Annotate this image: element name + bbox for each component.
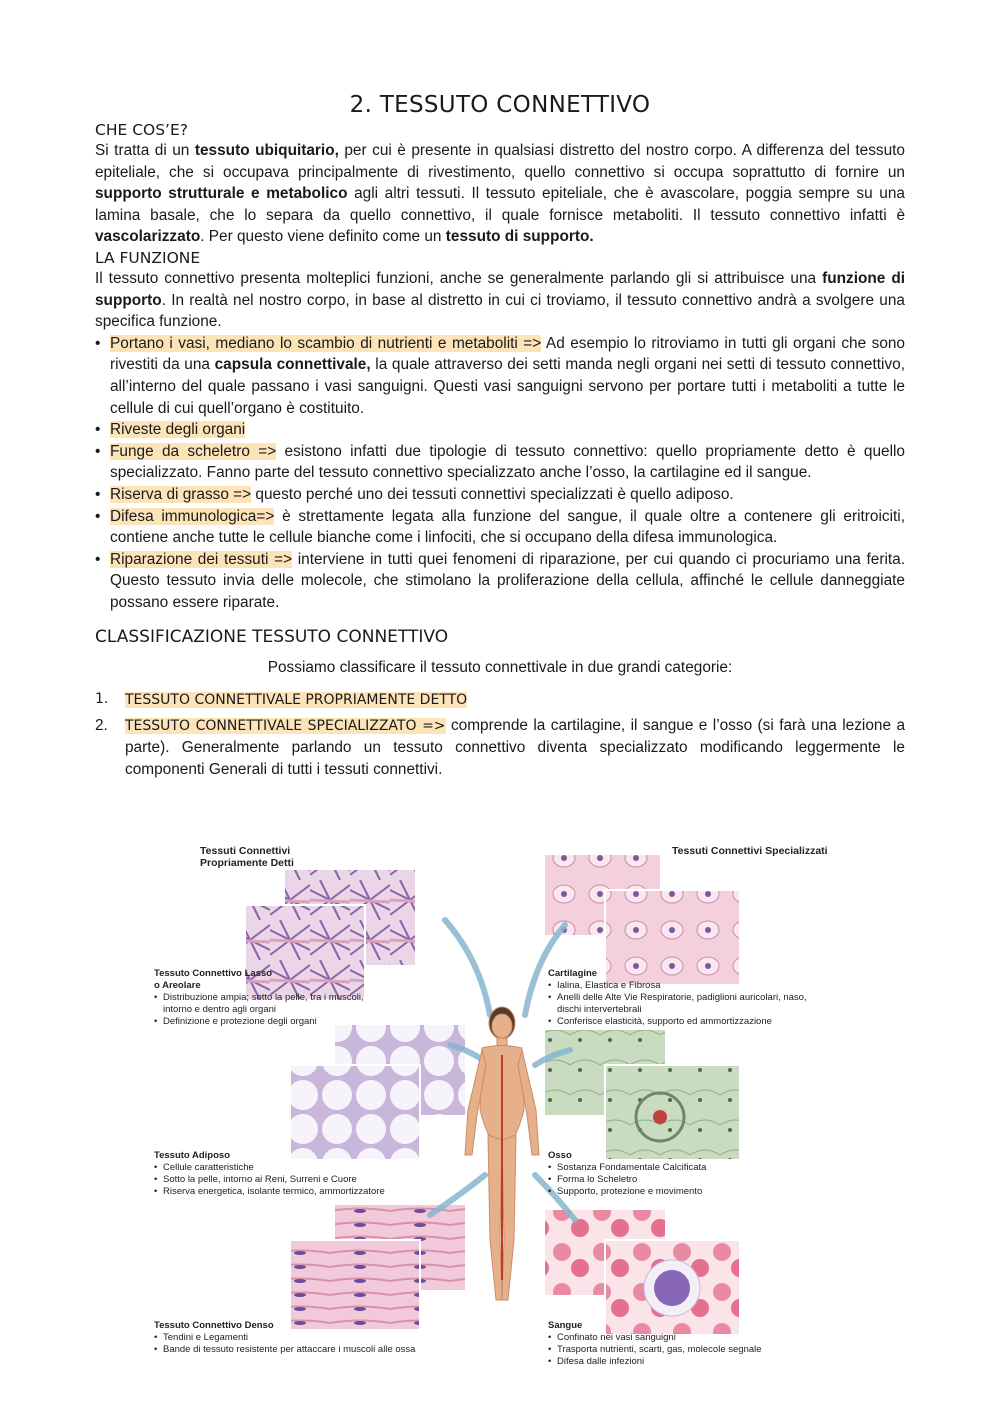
list-item: • Portano i vasi, mediano lo scambio di nutrienti e metaboliti => Ad esempio lo ritroviamo in tutti gli organi che sono rivestiti da una capsula connettivale, la quale attraverso dei setti manda negli organi nei setti di tessuto connettivo, all’interno del quale passano i vasi sanguigni. Questi vasi sanguigni servono per portare tutti i metaboliti a tutte le cellule di cui quell’organo è costituito. — [95, 333, 905, 419]
figure-graphics — [150, 840, 880, 1375]
section-heading-function: LA FUNZIONE — [95, 248, 201, 267]
section-heading-classification: CLASSIFICAZIONE TESSUTO CONNETTIVO — [95, 627, 449, 648]
caption-areolar: Tessuto Connettivo Lasso o Areolare • Distribuzione ampia; sotto la pelle, tra i muscoli, intorno e dentro agli organi • Definizione e protezione degli organi — [154, 968, 369, 1028]
list-item: 2. TESSUTO CONNETTIVALE SPECIALIZZATO => comprende la cartilagine, il sangue e l’osso (si farà una lezione a parte). Generalmente parlando un tessuto connettivo diventa specializzato modificando leggermente le componenti Generali di tutti i tessuti connettivi. — [95, 716, 905, 778]
caption-bone: Osso • Sostanza Fondamentale Calcificata • Forma lo Scheletro • Supporto, protezione e movimento — [548, 1150, 808, 1198]
document-page — [95, 92, 905, 783]
caption-adipose: Tessuto Adiposo • Cellule caratteristiche • Sotto la pelle, intorno ai Reni, Surreni e Cuore • Riserva energetica, isolante termico, ammortizzatore — [154, 1150, 414, 1198]
caption-dense: Tessuto Connettivo Denso • Tendini e Legamenti • Bande di tessuto resistente per attaccare i muscoli alle ossa — [154, 1320, 454, 1356]
classification-list — [95, 689, 905, 780]
page-title: 2. TESSUTO CONNETTIVO — [349, 92, 651, 118]
list-item: • Funge da scheletro => esistono infatti due tipologie di tessuto connettivo: quello propriamente detto è quello specializzato. Fanno parte del tessuto connettivo specializzato anche l’osso, la cartilagine ed il sangue. — [95, 441, 905, 484]
paragraph-definition: Si tratta di un tessuto ubiquitario, per cui è presente in qualsiasi distretto del nostro corpo. A differenza del tessuto epiteliale, che si occupava principalmente di rivestimento, quello connettivo si occupa soprattutto di fornire un supporto strutturale e metabolico agli altri tessuti. Il tessuto epiteliale, che è avascolare, poggia sempre su una lamina basale, che lo separa da quello connettivo, il quale fornisce metaboliti. Il tessuto connettivo infatti è vascolarizzato. Per questo viene definito come un tessuto di supporto. — [95, 142, 905, 246]
list-item: • Riserva di grasso => questo perché uno dei tessuti connettivi specializzati è quello adiposo. — [95, 484, 905, 506]
paragraph-function: Il tessuto connettivo presenta molteplici funzioni, anche se generalmente parlando gli si attribuisce una funzione di supporto. In realtà nel nostro corpo, in base al distretto in cui ci troviamo, il tessuto connettivo andrà a svolgere una specifica funzione. — [95, 269, 906, 331]
list-item: • Riveste degli organi — [95, 419, 905, 441]
section-heading-what: CHE COS’E? — [95, 121, 189, 139]
right-column-title: Tessuti Connettivi Specializzati — [672, 845, 828, 857]
list-item: • Difesa immunologica=> è strettamente legata alla funzione del sangue, il quale oltre a contenere gli eritroiciti, contiene anche tutte le cellule bianche come i linfociti, che si occupano della difesa immunologica. — [95, 506, 905, 549]
function-list — [95, 333, 905, 614]
caption-cartilage: Cartilagine • Ialina, Elastica e Fibrosa • Anelli delle Alte Vie Respiratorie, padiglioni auricolari, naso, dischi intervertebrali • Conferisce elasticità, supporto ed ammortizzazione — [548, 968, 818, 1028]
caption-blood: Sangue • Confinato nei vasi sanguigni • Trasporta nutrienti, scarti, gas, molecole segnale • Difesa dalle infezioni — [548, 1320, 808, 1368]
list-item: • Riparazione dei tessuti => interviene in tutti quei fenomeni di riparazione, per cui quando ci procuriamo una ferita. Questo tessuto invia delle molecole, che stimolano la proliferazione della cellula, affinché le cellule danneggiate possano essere riparate. — [95, 549, 905, 614]
classification-intro: Possiamo classificare il tessuto connettivale in due grandi categorie: — [267, 659, 733, 677]
human-body-figure — [465, 1007, 539, 1300]
connective-tissue-figure — [150, 840, 880, 1375]
left-column-title: Tessuti Connettivi Propriamente Detti — [200, 845, 294, 869]
list-item: 1. TESSUTO CONNETTIVALE PROPRIAMENTE DETTO — [95, 691, 468, 709]
